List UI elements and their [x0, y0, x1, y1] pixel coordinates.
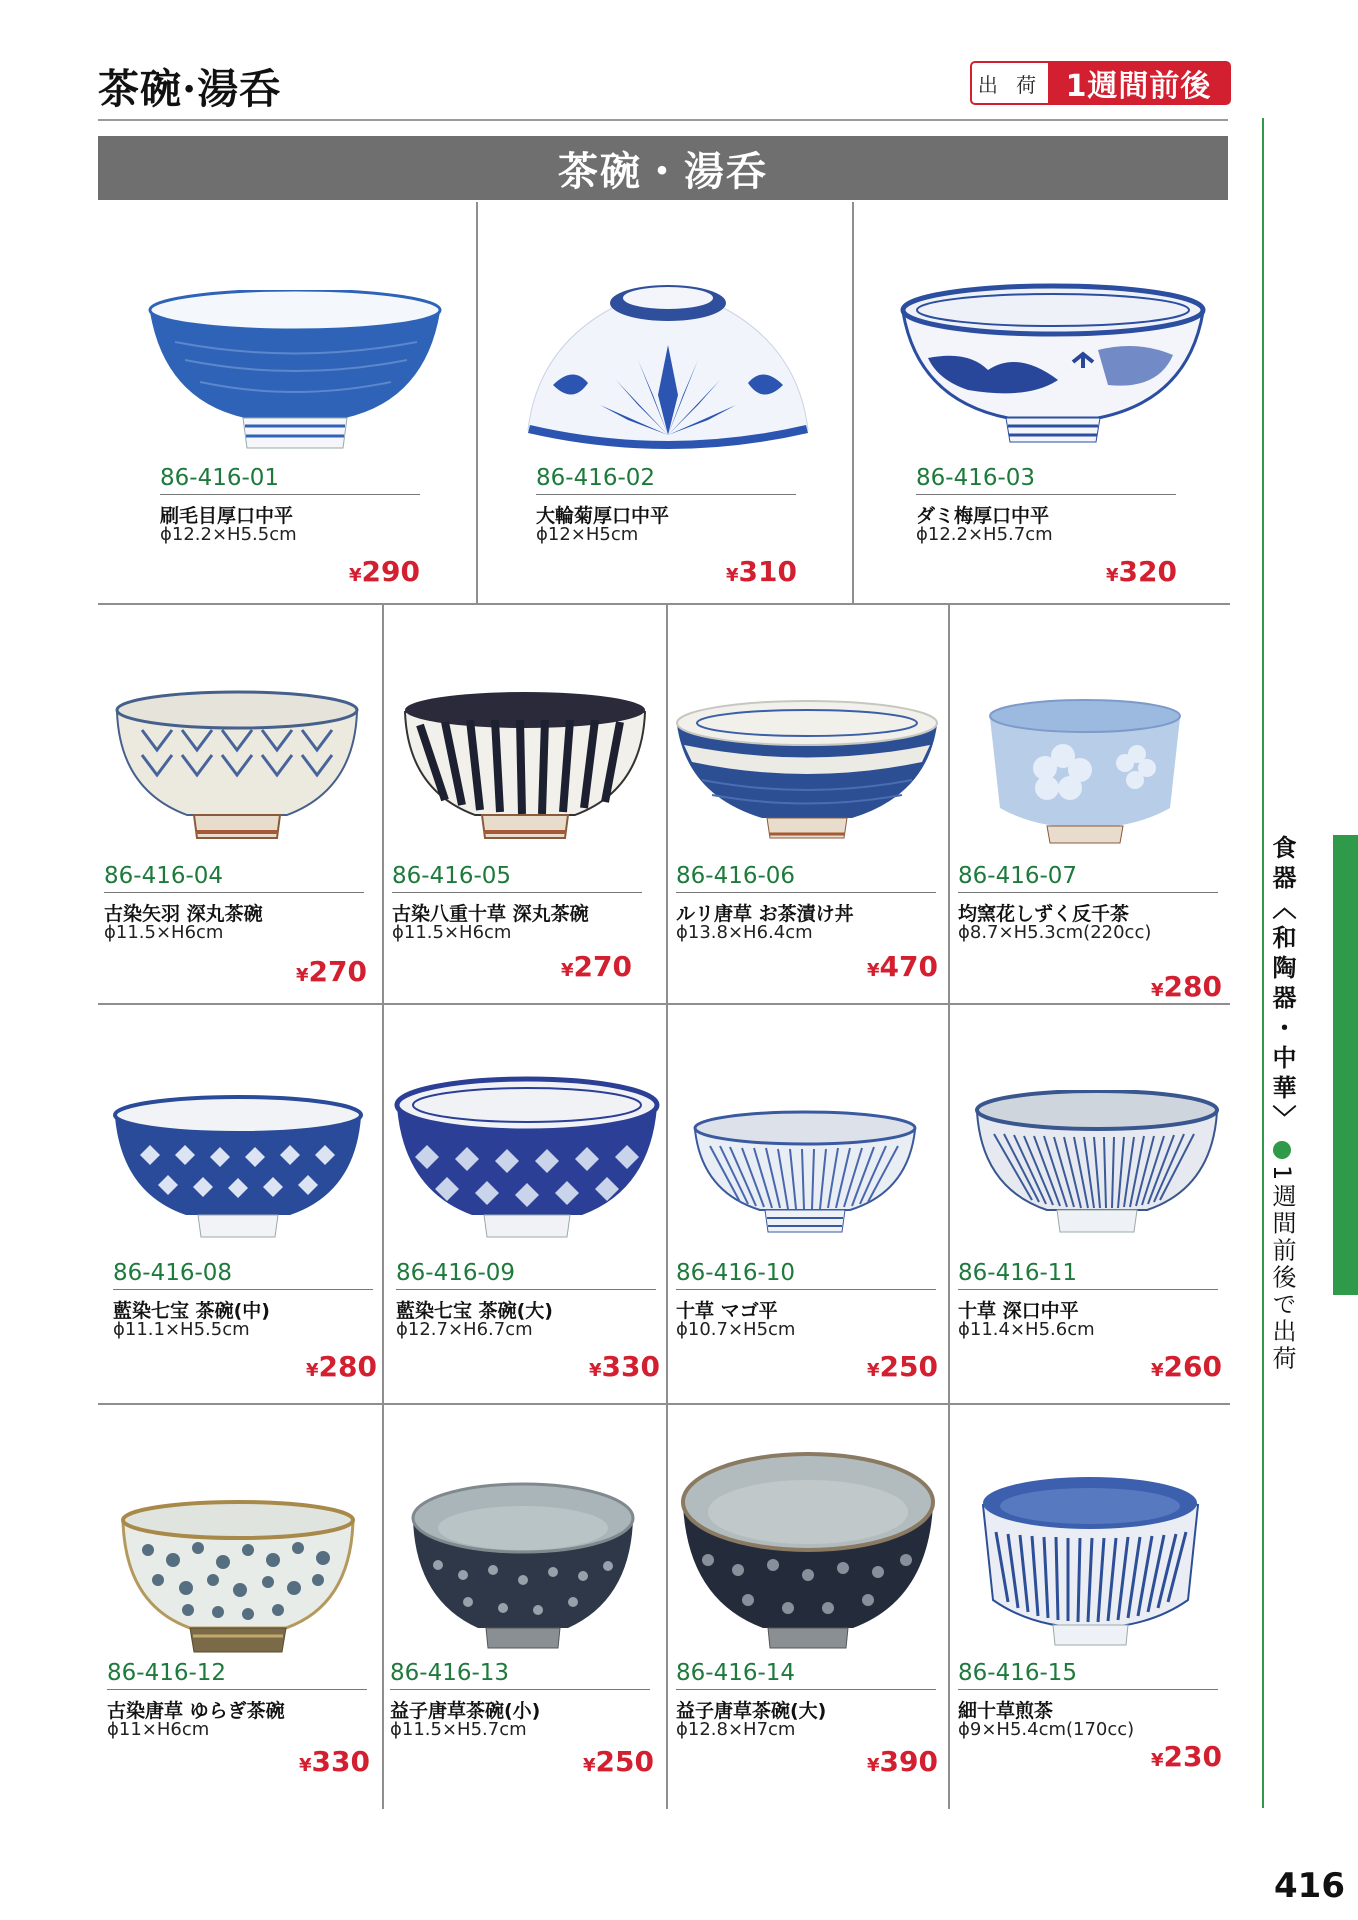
product-name: 細十草煎茶 [958, 1700, 1054, 1722]
product-code: 86-416-04 [104, 863, 364, 893]
price-value: 470 [879, 950, 938, 983]
price-value: 330 [601, 1350, 660, 1383]
product-size: ϕ12.7×H6.7cm [396, 1319, 533, 1340]
product-price [1151, 1350, 1222, 1383]
product-code: 86-416-10 [676, 1260, 936, 1290]
price-value: 230 [1163, 1740, 1222, 1773]
yen-symbol: ¥ [1151, 1750, 1164, 1771]
price-value: 250 [595, 1745, 654, 1778]
product-price [1151, 1740, 1222, 1773]
yen-symbol: ¥ [726, 565, 739, 586]
product-size: ϕ12.2×H5.5cm [160, 524, 297, 545]
yen-symbol: ¥ [299, 1755, 312, 1776]
grid-divider [98, 603, 1230, 605]
product-size: ϕ11.5×H5.7cm [390, 1719, 527, 1740]
bowl-image-10 [690, 1110, 920, 1240]
bowl-image-05 [400, 690, 650, 845]
product-size: ϕ12.8×H7cm [676, 1719, 796, 1740]
product-price [589, 1350, 660, 1383]
shipping-badge [970, 61, 1231, 105]
product-size: ϕ9×H5.4cm(170cc) [958, 1719, 1135, 1740]
product-size: ϕ12.2×H5.7cm [916, 524, 1053, 545]
shipping-badge-label: 出 荷 [972, 63, 1048, 103]
side-shipping: 1週間前後で出荷 [1268, 1165, 1296, 1373]
price-value: 250 [879, 1350, 938, 1383]
yen-symbol: ¥ [583, 1755, 596, 1776]
product-code: 86-416-14 [676, 1660, 936, 1690]
product-code: 86-416-13 [390, 1660, 650, 1690]
yen-symbol: ¥ [589, 1360, 602, 1381]
bowl-image-08 [110, 1095, 366, 1245]
product-price [296, 955, 367, 988]
product-size: ϕ10.7×H5cm [676, 1319, 796, 1340]
product-price [306, 1350, 377, 1383]
product-name: 古染唐草 ゆらぎ茶碗 [107, 1700, 285, 1722]
product-name: 均窯花しずく反千茶 [958, 903, 1130, 925]
product-name: 十草 深口中平 [958, 1300, 1079, 1322]
product-code: 86-416-01 [160, 465, 420, 495]
grid-divider [476, 202, 478, 604]
product-size: ϕ8.7×H5.3cm(220cc) [958, 922, 1152, 943]
price-value: 280 [318, 1350, 377, 1383]
product-size: ϕ11.5×H6cm [104, 922, 224, 943]
product-size: ϕ11×H6cm [107, 1719, 210, 1740]
product-price [726, 555, 797, 588]
yen-symbol: ¥ [306, 1360, 319, 1381]
title-divider [98, 119, 1228, 121]
grid-divider [98, 1003, 1230, 1005]
bowl-image-09 [392, 1075, 662, 1245]
product-price [867, 1745, 938, 1778]
product-size: ϕ11.1×H5.5cm [113, 1319, 250, 1340]
product-code: 86-416-07 [958, 863, 1218, 893]
product-name: 大輪菊厚口中平 [536, 505, 670, 527]
yen-symbol: ¥ [561, 960, 574, 981]
product-price [299, 1745, 370, 1778]
shipping-dot-icon [1273, 1141, 1291, 1159]
bowl-image-02 [518, 265, 818, 455]
product-price [1151, 970, 1222, 1003]
yen-symbol: ¥ [867, 1755, 880, 1776]
product-code: 86-416-02 [536, 465, 796, 495]
product-code: 86-416-05 [392, 863, 642, 893]
side-tab [1333, 835, 1358, 1295]
page-number: 416 [1274, 1866, 1345, 1906]
yen-symbol: ¥ [349, 565, 362, 586]
product-code: 86-416-03 [916, 465, 1176, 495]
product-name: 藍染七宝 茶碗(中) [113, 1300, 270, 1322]
product-code: 86-416-15 [958, 1660, 1218, 1690]
grid-divider [382, 604, 384, 1809]
product-price [867, 950, 938, 983]
product-price [1106, 555, 1177, 588]
yen-symbol: ¥ [1151, 980, 1164, 1001]
product-code: 86-416-11 [958, 1260, 1218, 1290]
product-name: ダミ梅厚口中平 [916, 505, 1050, 527]
bowl-image-03 [898, 280, 1208, 450]
product-name: 刷毛目厚口中平 [160, 505, 294, 527]
product-name: ルリ唐草 お茶漬け丼 [676, 903, 854, 925]
section-bar: 茶碗・湯呑 [98, 136, 1228, 200]
product-price [349, 555, 420, 588]
bowl-image-06 [672, 700, 942, 845]
bowl-image-01 [145, 290, 445, 455]
product-price [561, 950, 632, 983]
yen-symbol: ¥ [867, 960, 880, 981]
bowl-image-12 [118, 1500, 358, 1660]
product-code: 86-416-06 [676, 863, 936, 893]
price-value: 390 [879, 1745, 938, 1778]
grid-divider [852, 202, 854, 604]
side-category: 食器〈和陶器・中華〉 [1268, 835, 1296, 1135]
bowl-image-13 [408, 1480, 638, 1655]
product-size: ϕ11.4×H5.6cm [958, 1319, 1095, 1340]
product-size: ϕ12×H5cm [536, 524, 639, 545]
yen-symbol: ¥ [296, 965, 309, 986]
grid-divider [666, 604, 668, 1809]
bowl-image-04 [112, 690, 362, 845]
product-name: 益子唐草茶碗(大) [676, 1700, 827, 1722]
side-index [1270, 835, 1300, 1372]
product-name: 古染矢羽 深丸茶碗 [104, 903, 263, 925]
product-size: ϕ13.8×H6.4cm [676, 922, 813, 943]
price-value: 310 [738, 555, 797, 588]
bowl-image-14 [678, 1450, 938, 1655]
price-value: 270 [308, 955, 367, 988]
product-name: 十草 マゴ平 [676, 1300, 778, 1322]
product-name: 古染八重十草 深丸茶碗 [392, 903, 589, 925]
price-value: 330 [311, 1745, 370, 1778]
yen-symbol: ¥ [867, 1360, 880, 1381]
grid-divider [98, 1403, 1230, 1405]
yen-symbol: ¥ [1106, 565, 1119, 586]
product-code: 86-416-08 [113, 1260, 373, 1290]
price-value: 260 [1163, 1350, 1222, 1383]
bowl-image-15 [978, 1470, 1203, 1655]
bowl-image-07 [985, 698, 1185, 848]
product-size: ϕ11.5×H6cm [392, 922, 512, 943]
product-price [867, 1350, 938, 1383]
page-title: 茶碗·湯呑 [98, 65, 282, 113]
yen-symbol: ¥ [1151, 1360, 1164, 1381]
product-name: 藍染七宝 茶碗(大) [396, 1300, 553, 1322]
bowl-image-11 [972, 1090, 1222, 1240]
grid-divider [948, 604, 950, 1809]
shipping-badge-value: 1週間前後 [1065, 69, 1212, 104]
product-code: 86-416-12 [107, 1660, 367, 1690]
price-value: 280 [1163, 970, 1222, 1003]
price-value: 290 [361, 555, 420, 588]
product-code: 86-416-09 [396, 1260, 656, 1290]
product-price [583, 1745, 654, 1778]
price-value: 270 [573, 950, 632, 983]
product-name: 益子唐草茶碗(小) [390, 1700, 541, 1722]
price-value: 320 [1118, 555, 1177, 588]
side-rule [1262, 118, 1264, 1808]
